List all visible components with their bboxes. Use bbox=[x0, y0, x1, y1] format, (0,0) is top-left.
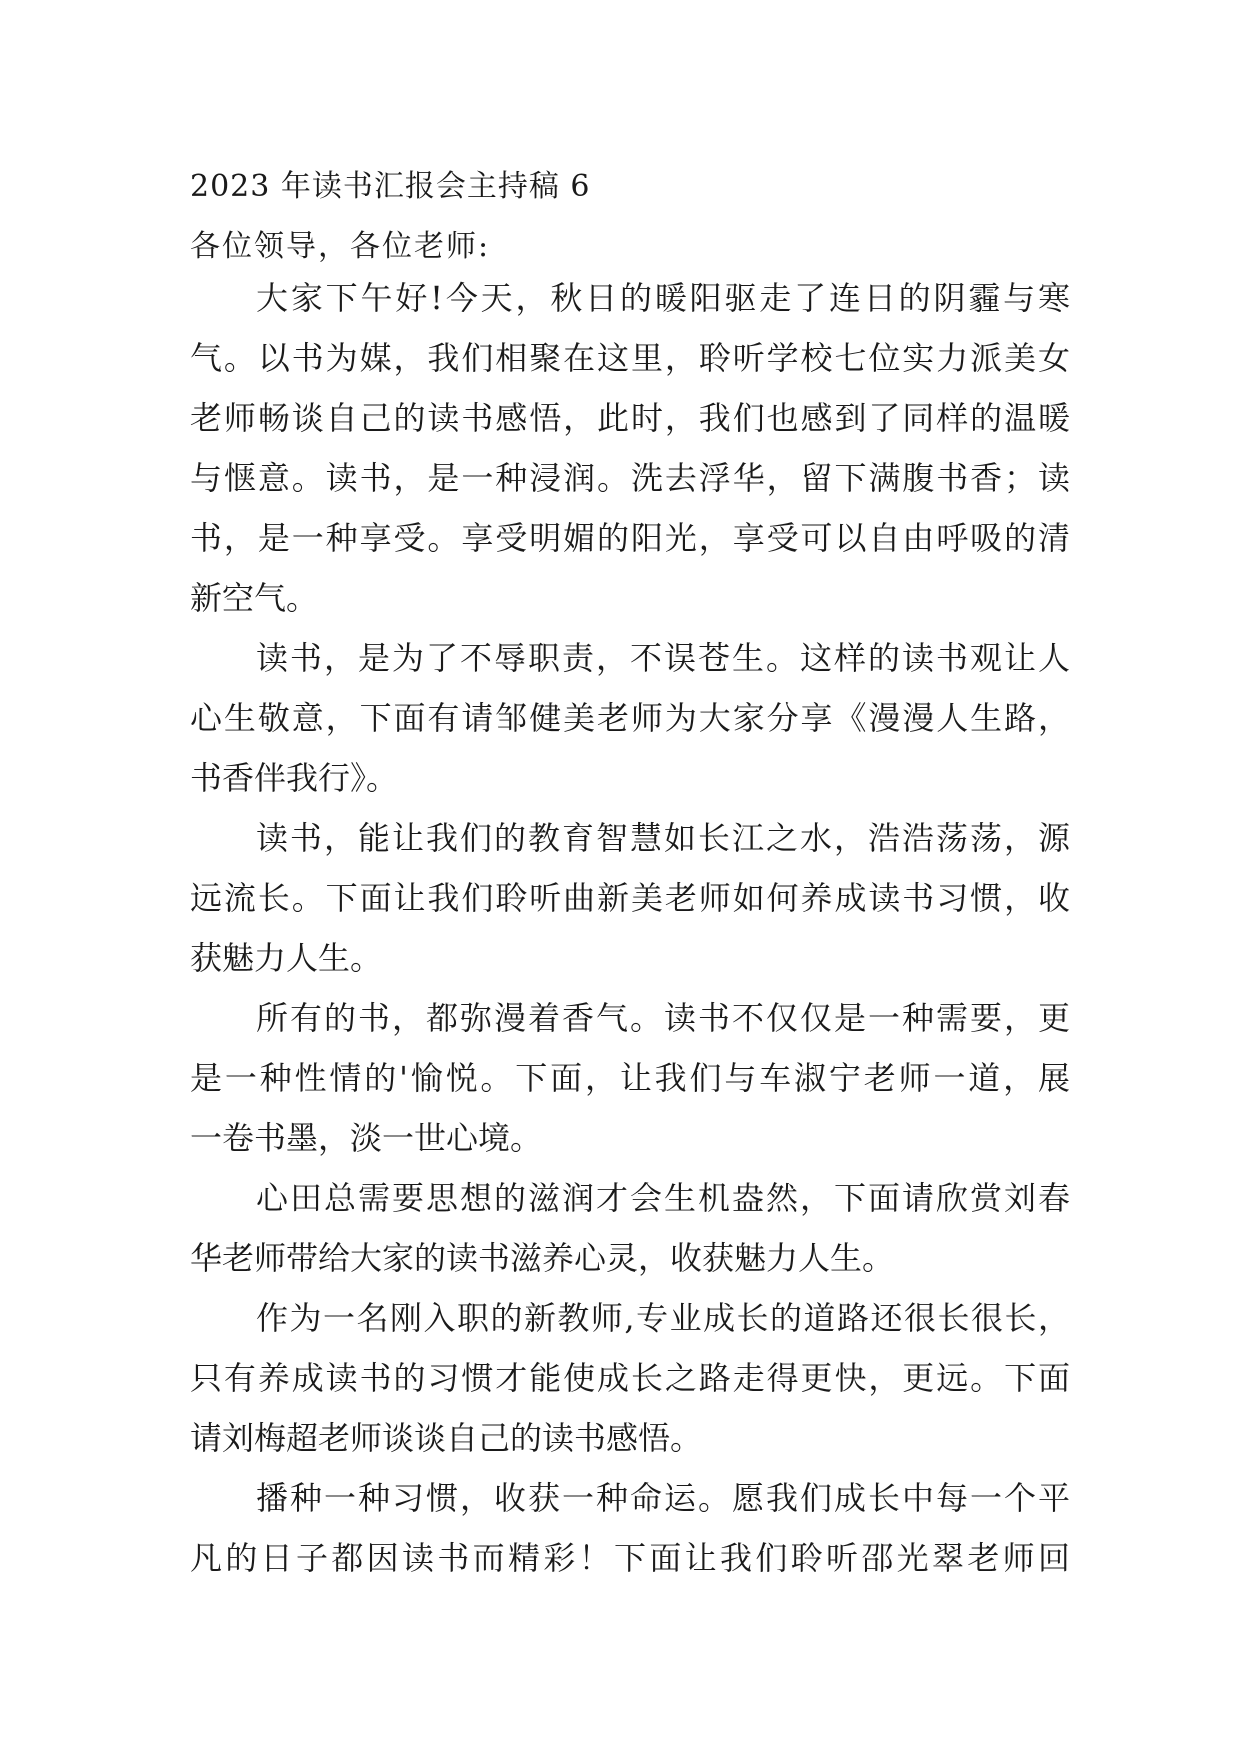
paragraph-line: 获魅力人生。 bbox=[190, 939, 383, 977]
paragraph bbox=[190, 1168, 1070, 1288]
paragraph-line: 一卷书墨，淡一世心境。 bbox=[190, 1119, 543, 1157]
document-title: 2023 年读书汇报会主持稿 6 bbox=[190, 169, 591, 204]
paragraph-line: 只有养成读书的习惯才能使成长之路走得更快，更远。下面 bbox=[190, 1359, 1070, 1397]
paragraph-line: 读书，是为了不辱职责，不误苍生。这样的读书观让人 bbox=[256, 639, 1070, 677]
paragraph bbox=[190, 1468, 1070, 1588]
paragraph-line: 请刘梅超老师谈谈自己的读书感悟。 bbox=[190, 1419, 703, 1457]
paragraph bbox=[190, 628, 1070, 808]
paragraph-line: 远流长。下面让我们聆听曲新美老师如何养成读书习惯，收 bbox=[190, 879, 1070, 917]
paragraph bbox=[190, 808, 1070, 988]
paragraph-line: 书香伴我行》。 bbox=[190, 759, 399, 797]
paragraph-line: 与惬意。读书，是一种浸润。洗去浮华，留下满腹书香；读 bbox=[190, 459, 1070, 497]
greeting-line: 各位领导，各位老师: bbox=[190, 229, 491, 264]
paragraph-line: 心生敬意，下面有请邹健美老师为大家分享《漫漫人生路， bbox=[190, 699, 1070, 737]
paragraph bbox=[190, 988, 1070, 1168]
paragraph-line: 书，是一种享受。享受明媚的阳光，享受可以自由呼吸的清 bbox=[190, 519, 1070, 557]
paragraph-line: 凡的日子都因读书而精彩！下面让我们聆听邵光翠老师回 bbox=[190, 1539, 1070, 1577]
paragraph bbox=[190, 1288, 1070, 1468]
paragraph-line: 读书，能让我们的教育智慧如长江之水，浩浩荡荡，源 bbox=[256, 819, 1070, 857]
paragraph-line: 气。以书为媒，我们相聚在这里，聆听学校七位实力派美女 bbox=[190, 339, 1070, 377]
paragraph-line: 是一种性情的'愉悦。下面，让我们与车淑宁老师一道，展 bbox=[190, 1059, 1070, 1097]
paragraph-line: 所有的书，都弥漫着香气。读书不仅仅是一种需要，更 bbox=[256, 999, 1070, 1037]
paragraph-line: 心田总需要思想的滋润才会生机盎然，下面请欣赏刘春 bbox=[256, 1179, 1070, 1217]
paragraph-line: 华老师带给大家的读书滋养心灵，收获魅力人生。 bbox=[190, 1239, 895, 1277]
paragraph-line: 新空气。 bbox=[190, 579, 319, 617]
paragraph-line: 作为一名刚入职的新教师,专业成长的道路还很长很长， bbox=[256, 1299, 1070, 1337]
paragraph-line: 老师畅谈自己的读书感悟，此时，我们也感到了同样的温暖 bbox=[190, 399, 1070, 437]
document-body bbox=[190, 268, 1070, 1588]
paragraph-line: 大家下午好!今天，秋日的暖阳驱走了连日的阴霾与寒 bbox=[256, 279, 1070, 317]
paragraph bbox=[190, 268, 1070, 628]
paragraph-line: 播种一种习惯，收获一种命运。愿我们成长中每一个平 bbox=[256, 1479, 1070, 1517]
